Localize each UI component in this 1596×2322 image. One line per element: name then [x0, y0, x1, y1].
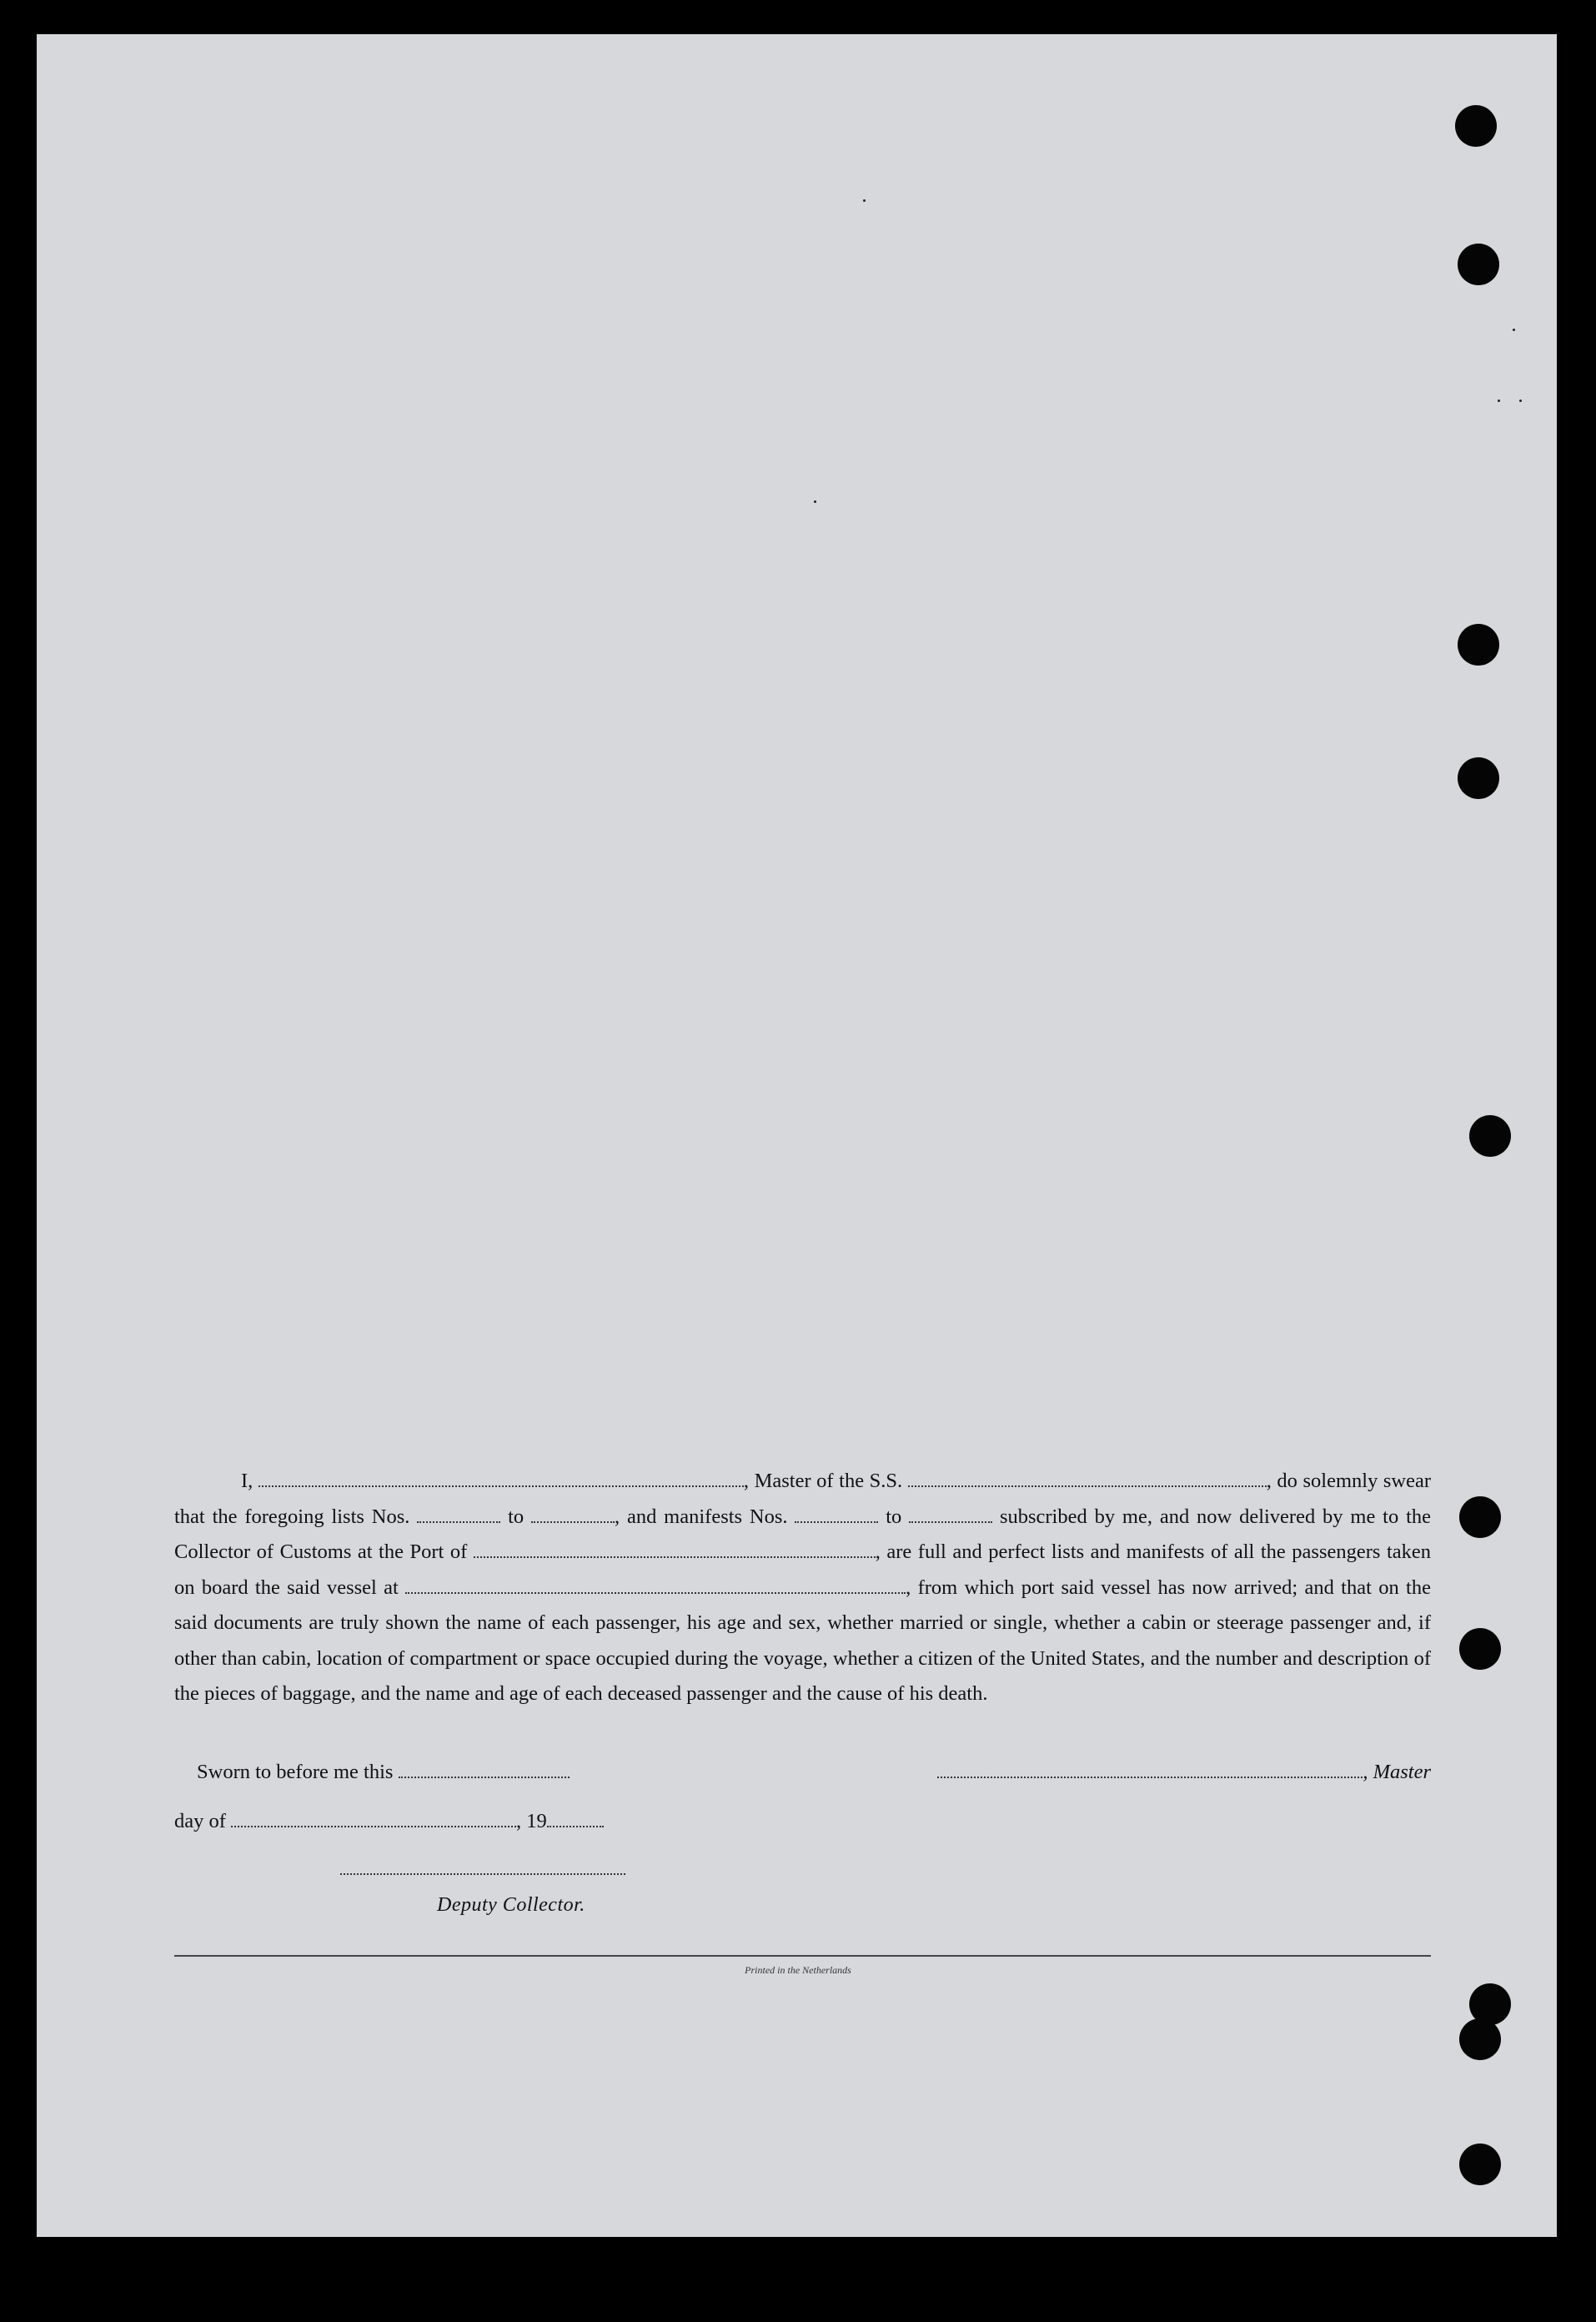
- oath-paragraph: [174, 1464, 1431, 1712]
- master-signature: [937, 1760, 1431, 1784]
- scan-speck: [863, 199, 866, 202]
- manifest-to-field[interactable]: [909, 1505, 992, 1523]
- vessel-name-field[interactable]: [908, 1469, 1267, 1487]
- printer-imprint: Printed in the Netherlands: [745, 1964, 851, 1976]
- punch-hole: [1459, 1628, 1501, 1670]
- sworn-statement: [197, 1760, 570, 1784]
- sworn-date-field[interactable]: [399, 1760, 570, 1778]
- manifest-from-field[interactable]: [795, 1505, 878, 1523]
- document-page: [37, 34, 1557, 2237]
- punch-hole: [1458, 244, 1499, 285]
- oath-text: I,: [241, 1470, 253, 1492]
- day-of-text: day of: [174, 1810, 226, 1832]
- oath-text: subscribed by me, and now delivered by me to the Collector of Customs at the Port of: [174, 1505, 1432, 1563]
- oath-text: , and manifests Nos.: [614, 1505, 788, 1528]
- oath-text: to: [508, 1505, 524, 1528]
- list-from-field[interactable]: [417, 1505, 500, 1523]
- punch-hole: [1458, 624, 1499, 666]
- punch-hole: [1459, 2018, 1501, 2060]
- scan-speck: [1519, 400, 1522, 402]
- scan-speck: [1513, 329, 1515, 331]
- oath-text: to: [886, 1505, 902, 1528]
- master-name-field[interactable]: [258, 1469, 744, 1487]
- punch-hole: [1455, 105, 1497, 147]
- sworn-text: Sworn to before me this: [197, 1761, 394, 1783]
- scan-speck: [814, 500, 816, 503]
- master-label: , Master: [1363, 1761, 1431, 1783]
- oath-text: , from which port said vessel has now arrived; and that on the said documents are truly shown the name of each passenger, his age and sex, whether married or single, whether a cabin or steerage passenger and, if other than cabin, location of compartment or space occupied during the voyage, whether a citizen of the United States, and the number and description of the pieces of baggage, and the name and age of each deceased passenger and the cause of his death.: [174, 1576, 1431, 1705]
- punch-hole: [1469, 1115, 1511, 1157]
- port-of-departure-field[interactable]: [405, 1576, 906, 1594]
- year-prefix: , 19: [516, 1810, 547, 1832]
- day-of-row: [174, 1809, 604, 1833]
- oath-text: , do solemnly swear that the foregoing lists Nos.: [174, 1470, 1432, 1528]
- scan-speck: [1498, 400, 1500, 402]
- sworn-row: [174, 1760, 1431, 1793]
- footer-divider: [174, 1955, 1431, 1957]
- oath-text: , Master of the S.S.: [743, 1470, 903, 1492]
- port-of-arrival-field[interactable]: [474, 1540, 876, 1558]
- month-field[interactable]: [231, 1809, 516, 1827]
- master-signature-field[interactable]: [937, 1760, 1363, 1778]
- list-to-field[interactable]: [531, 1505, 615, 1523]
- punch-hole: [1458, 757, 1499, 799]
- deputy-collector-label: Deputy Collector.: [437, 1894, 585, 1916]
- year-field[interactable]: [547, 1809, 604, 1827]
- punch-hole: [1459, 2144, 1501, 2185]
- deputy-signature-field[interactable]: [340, 1873, 625, 1875]
- punch-hole: [1459, 1496, 1501, 1538]
- oath-text: , are full and perfect lists and manifests of all the passengers taken on board the said vessel at: [174, 1540, 1431, 1599]
